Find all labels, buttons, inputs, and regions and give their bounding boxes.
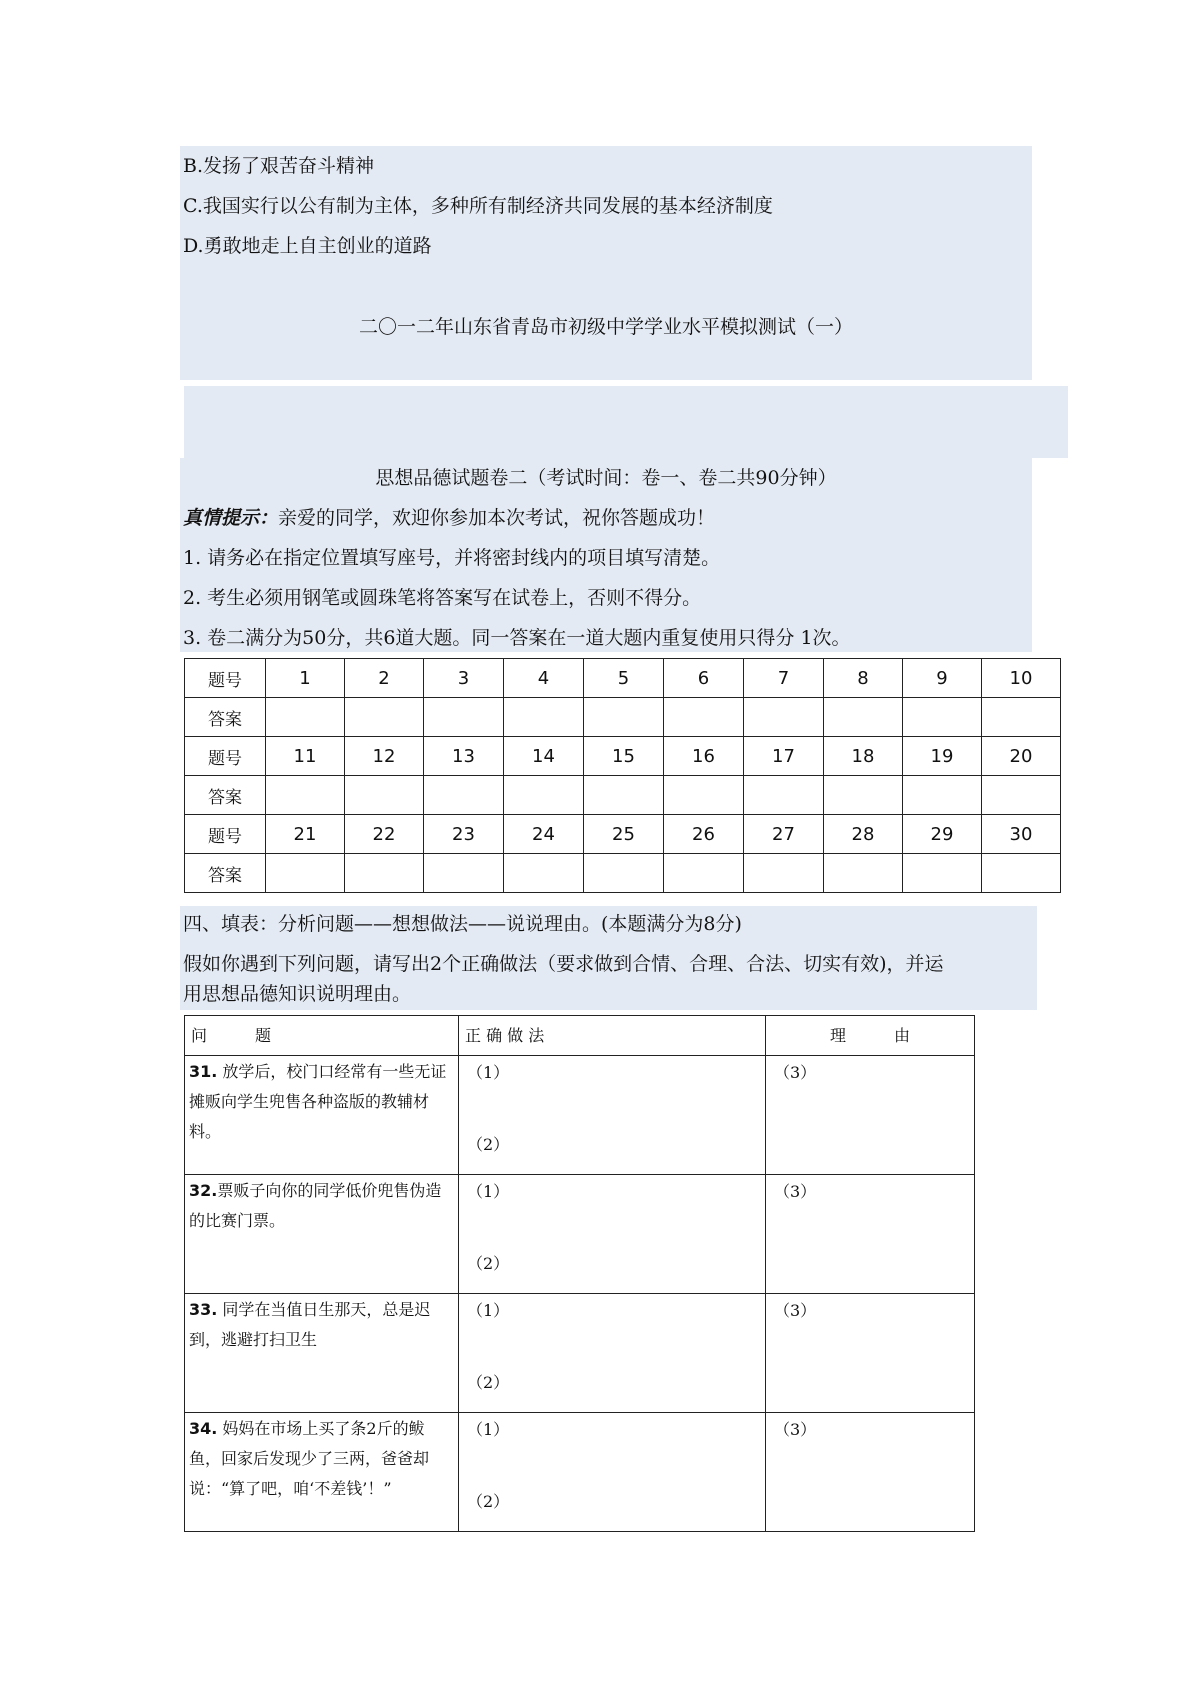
grid-answer-cell[interactable] — [584, 698, 664, 737]
grid-answer-cell[interactable] — [744, 776, 824, 815]
grid-row-number-2 — [185, 737, 1061, 776]
method-mark-1: （1） — [467, 1063, 510, 1082]
grid-answer-cell[interactable] — [424, 698, 504, 737]
grid-number-cell: 24 — [504, 815, 584, 854]
question-number: 32. — [189, 1181, 218, 1200]
hint-text: 亲爱的同学，欢迎你参加本次考试，祝你答题成功！ — [278, 507, 716, 529]
grid-number-cell: 15 — [584, 737, 664, 776]
question-row-32 — [185, 1175, 975, 1294]
grid-number-cell: 7 — [744, 659, 824, 698]
grid-number-cell: 1 — [266, 659, 345, 698]
grid-answer-cell[interactable] — [982, 698, 1061, 737]
grid-answer-cell[interactable] — [345, 776, 424, 815]
grid-answer-cell[interactable] — [824, 698, 903, 737]
grid-number-cell: 18 — [824, 737, 903, 776]
grid-number-cell: 22 — [345, 815, 424, 854]
grid-answer-cell[interactable] — [903, 698, 982, 737]
grid-answer-cell[interactable] — [345, 854, 424, 893]
option-b: B.发扬了艰苦奋斗精神 — [183, 155, 375, 177]
grid-answer-cell[interactable] — [345, 698, 424, 737]
rule-1: 1. 请务必在指定位置填写座号，并将密封线内的项目填写清楚。 — [183, 547, 721, 569]
method-cell[interactable] — [459, 1175, 766, 1294]
reason-cell[interactable] — [766, 1056, 975, 1175]
exam-hint — [183, 506, 715, 530]
question-number: 34. — [189, 1419, 218, 1438]
question-row-34 — [185, 1413, 975, 1532]
option-c: C.我国实行以公有制为主体，多种所有制经济共同发展的基本经济制度 — [183, 195, 773, 217]
grid-answer-cell[interactable] — [504, 854, 584, 893]
header-method: 正 确 做 法 — [459, 1016, 766, 1056]
grid-number-cell: 20 — [982, 737, 1061, 776]
grid-answer-cell[interactable] — [504, 698, 584, 737]
exam-title: 二〇一二年山东省青岛市初级中学学业水平模拟测试（一） — [358, 316, 853, 338]
method-mark-1: （1） — [467, 1301, 510, 1320]
grid-answer-cell[interactable] — [744, 854, 824, 893]
answer-grid — [184, 658, 1061, 893]
highlight-block-middle — [184, 386, 1068, 458]
grid-number-cell: 4 — [504, 659, 584, 698]
reason-mark-3: （3） — [774, 1301, 817, 1320]
grid-answer-cell[interactable] — [424, 854, 504, 893]
method-mark-2: （2） — [467, 1492, 510, 1511]
highlight-block-top — [180, 146, 1032, 380]
grid-answer-cell[interactable] — [824, 854, 903, 893]
method-cell[interactable] — [459, 1413, 766, 1532]
question-cell — [185, 1413, 459, 1532]
grid-number-cell: 10 — [982, 659, 1061, 698]
grid-answer-cell[interactable] — [824, 776, 903, 815]
grid-label-number: 题号 — [185, 659, 266, 698]
grid-answer-cell[interactable] — [982, 776, 1061, 815]
header-problem: 问 题 — [185, 1016, 459, 1056]
grid-label-answer: 答案 — [185, 854, 266, 893]
method-mark-2: （2） — [467, 1373, 510, 1392]
method-mark-2: （2） — [467, 1135, 510, 1154]
grid-number-cell: 6 — [664, 659, 744, 698]
reason-mark-3: （3） — [774, 1420, 817, 1439]
grid-label-answer: 答案 — [185, 698, 266, 737]
reason-mark-3: （3） — [774, 1182, 817, 1201]
grid-row-answer-3 — [185, 854, 1061, 893]
grid-number-cell: 11 — [266, 737, 345, 776]
grid-answer-cell[interactable] — [982, 854, 1061, 893]
grid-row-answer-2 — [185, 776, 1061, 815]
grid-number-cell: 19 — [903, 737, 982, 776]
grid-answer-cell[interactable] — [664, 698, 744, 737]
reason-cell[interactable] — [766, 1294, 975, 1413]
grid-number-cell: 17 — [744, 737, 824, 776]
grid-answer-cell[interactable] — [903, 854, 982, 893]
question-text: 妈妈在市场上买了条2斤的鲅鱼，回家后发现少了三两，爸爸却说：“算了吧，咱‘不差钱’！” — [189, 1419, 430, 1498]
grid-answer-cell[interactable] — [266, 854, 345, 893]
header-reason: 理 由 — [766, 1016, 975, 1056]
option-d: D.勇敢地走上自主创业的道路 — [183, 235, 432, 257]
grid-answer-cell[interactable] — [266, 698, 345, 737]
grid-answer-cell[interactable] — [744, 698, 824, 737]
grid-answer-cell[interactable] — [424, 776, 504, 815]
question-number: 31. — [189, 1062, 218, 1081]
grid-row-number-3 — [185, 815, 1061, 854]
grid-number-cell: 27 — [744, 815, 824, 854]
grid-answer-cell[interactable] — [664, 776, 744, 815]
question-text: 票贩子向你的同学低价兜售伪造的比赛门票。 — [189, 1181, 442, 1230]
hint-label: 真情提示： — [183, 507, 279, 529]
grid-answer-cell[interactable] — [903, 776, 982, 815]
question-cell — [185, 1056, 459, 1175]
question-table-header — [185, 1016, 975, 1056]
grid-number-cell: 13 — [424, 737, 504, 776]
grid-label-number: 题号 — [185, 815, 266, 854]
grid-number-cell: 3 — [424, 659, 504, 698]
grid-number-cell: 21 — [266, 815, 345, 854]
method-mark-1: （1） — [467, 1420, 510, 1439]
grid-number-cell: 29 — [903, 815, 982, 854]
grid-number-cell: 26 — [664, 815, 744, 854]
grid-label-number: 题号 — [185, 737, 266, 776]
reason-cell[interactable] — [766, 1413, 975, 1532]
grid-number-cell: 30 — [982, 815, 1061, 854]
grid-number-cell: 23 — [424, 815, 504, 854]
grid-number-cell: 12 — [345, 737, 424, 776]
question-cell — [185, 1175, 459, 1294]
question-row-31 — [185, 1056, 975, 1175]
grid-row-answer-1 — [185, 698, 1061, 737]
grid-number-cell: 25 — [584, 815, 664, 854]
grid-label-answer: 答案 — [185, 776, 266, 815]
rule-2: 2. 考生必须用钢笔或圆珠笔将答案写在试卷上，否则不得分。 — [183, 587, 702, 609]
question-row-33 — [185, 1294, 975, 1413]
question-table — [184, 1015, 975, 1532]
grid-number-cell: 9 — [903, 659, 982, 698]
section4-instruction-line2: 用思想品德知识说明理由。 — [183, 983, 412, 1005]
rule-3: 3. 卷二满分为50分，共6道大题。同一答案在一道大题内重复使用只得分 1次。 — [183, 627, 851, 649]
section4-instruction-line1: 假如你遇到下列问题，请写出2个正确做法（要求做到合情、合理、合法、切实有效)，并运 — [183, 953, 944, 975]
grid-number-cell: 2 — [345, 659, 424, 698]
grid-answer-cell[interactable] — [664, 854, 744, 893]
grid-answer-cell[interactable] — [584, 776, 664, 815]
reason-cell[interactable] — [766, 1175, 975, 1294]
question-text: 同学在当值日生那天，总是迟到，逃避打扫卫生 — [189, 1300, 431, 1349]
grid-answer-cell[interactable] — [584, 854, 664, 893]
reason-mark-3: （3） — [774, 1063, 817, 1082]
grid-number-cell: 8 — [824, 659, 903, 698]
grid-number-cell: 14 — [504, 737, 584, 776]
method-cell[interactable] — [459, 1294, 766, 1413]
grid-row-number-1 — [185, 659, 1061, 698]
grid-number-cell: 5 — [584, 659, 664, 698]
method-mark-1: （1） — [467, 1182, 510, 1201]
grid-answer-cell[interactable] — [266, 776, 345, 815]
grid-number-cell: 16 — [664, 737, 744, 776]
method-cell[interactable] — [459, 1056, 766, 1175]
grid-number-cell: 28 — [824, 815, 903, 854]
section4-title: 四、填表：分析问题——想想做法——说说理由。(本题满分为8分) — [183, 913, 742, 935]
question-text: 放学后，校门口经常有一些无证摊贩向学生兜售各种盗版的教辅材料。 — [189, 1062, 447, 1141]
method-mark-2: （2） — [467, 1254, 510, 1273]
question-number: 33. — [189, 1300, 218, 1319]
grid-answer-cell[interactable] — [504, 776, 584, 815]
question-cell — [185, 1294, 459, 1413]
exam-subtitle: 思想品德试题卷二（考试时间：卷一、卷二共90分钟） — [375, 467, 837, 489]
